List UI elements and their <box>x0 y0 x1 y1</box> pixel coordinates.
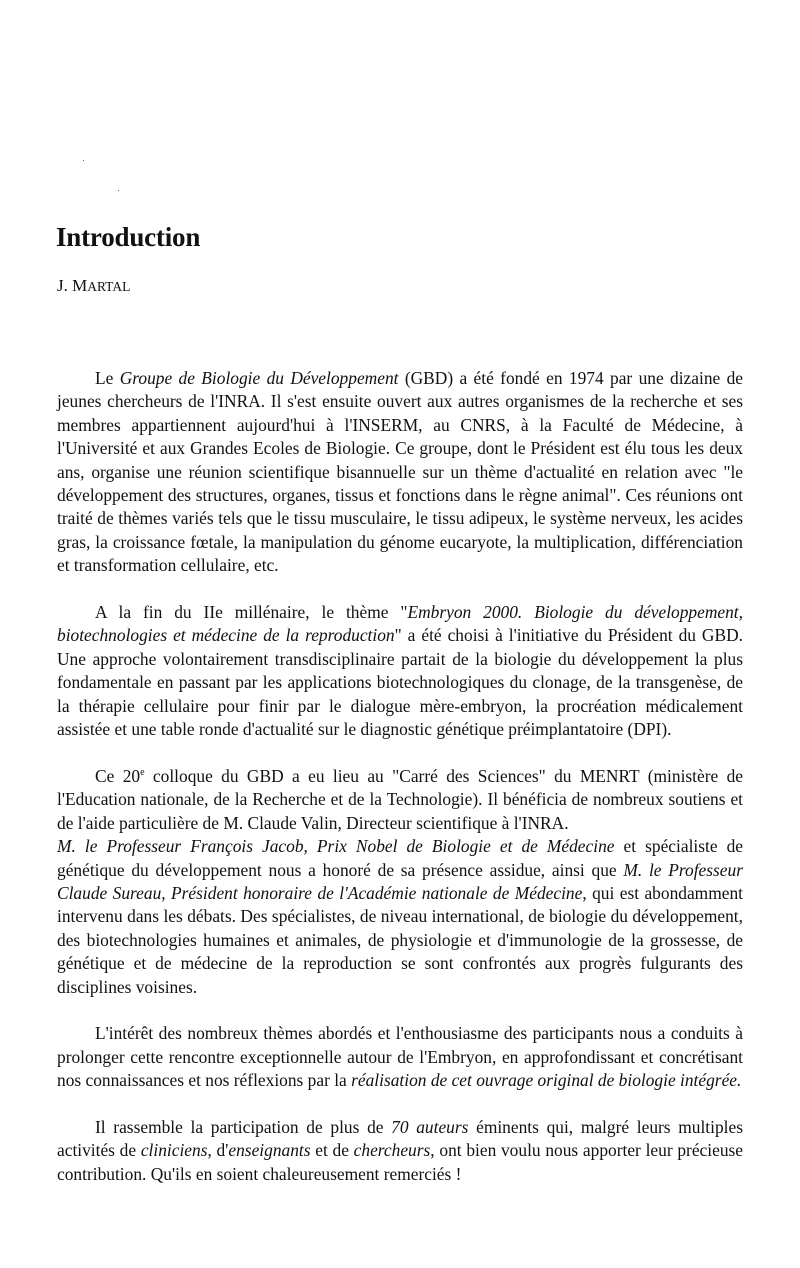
text-run: A la fin du IIe millénaire, le thème " <box>95 602 408 623</box>
text-run: Le <box>95 368 120 388</box>
italic-text: Embryon 2000. Biologie du développement, biotechnologies et médecine de la reproduction <box>57 602 743 646</box>
paragraph <box>57 367 743 578</box>
author-name <box>57 276 130 296</box>
paragraph <box>57 1022 743 1092</box>
italic-text: 70 auteurs <box>391 1116 469 1137</box>
italic-text: chercheurs <box>353 1140 431 1161</box>
italic-text: M. le Professeur Claude Sureau, Président honoraire de l'Académie nationale de Médecine <box>57 859 743 903</box>
text-run: éminents qui, malgré leurs multiples activités de <box>57 1116 743 1161</box>
text-run: , d' <box>207 1140 229 1161</box>
page-title: Introduction <box>56 222 201 252</box>
author-surname: ARTAL <box>87 279 131 294</box>
superscript: e <box>140 766 145 778</box>
italic-text: Groupe de Biologie du Développement <box>119 368 399 388</box>
text-run: " a été choisi à l'initiative du Président du GBD. Une approche volontairement transdisciplinaire partait de la biologie du développement la plus fondamentale en passant par les applications biotechnologiques du clonage, de la transgenèse, de la thérapie cellulaire pour finir par le dialogue mère-embryon, la procréation médicalement assistée et une table ronde d'actualité sur le diagnostic génétique préimplantatoire (DPI). <box>57 625 743 740</box>
paragraph <box>57 1116 743 1186</box>
paragraph <box>57 601 743 741</box>
text-run: L'intérêt des nombreux thèmes abordés et l'enthousiasme des participants nous a conduits à prolonger cette rencontre exceptionnelle autour de l'Embryon, en approfondissant et concrétisant nos connaissances et nos réflexions par la <box>57 1023 743 1091</box>
body-text <box>57 367 743 1186</box>
text-run: , qui est abondamment intervenu dans les débats. Des spécialistes, de niveau international, de biologie du développement, des biotechnologies humaines et animales, de physiologie et d'immunologie de la grossesse, de génétique et de médecine de la reproduction se sont confrontés aux progrès fulgurants des disciplines voisines. <box>57 882 743 997</box>
scan-speck <box>118 190 119 191</box>
italic-text: M. le Professeur François Jacob, Prix Nobel de Biologie et de Médecine <box>57 836 615 857</box>
italic-text: cliniciens <box>140 1140 208 1161</box>
italic-text: réalisation de cet ouvrage original de biologie intégrée. <box>351 1070 742 1091</box>
italic-text: enseignants <box>228 1140 311 1161</box>
scan-speck <box>83 160 84 161</box>
text-run: colloque du GBD a eu lieu au "Carré des Sciences" du MENRT (ministère de l'Education nationale, de la Recherche et de la Technologie). Il bénéficia de nombreux soutiens et de l'aide particulière de M. Claude Valin, Directeur scientifique à l'INRA. <box>57 765 744 833</box>
text-run: (GBD) a été fondé en 1974 par une dizaine de jeunes chercheurs de l'INRA. Il s'est ensuite ouvert aux autres organismes de la recherche et ses membres appartiennent aujourd'hui à l'INSERM, au CNRS, à la Faculté de Médecine, à l'Université et aux Grandes Ecoles de Biologie. Ce groupe, dont le Président est élu tous les deux ans, organise une réunion scientifique bisannuelle sur un thème d'actualité en relation avec "le développement des structures, organes, tissus et fonctions dans le règne animal". Ces réunions ont traité de thèmes variés tels que le tissu musculaire, le tissu adipeux, le système nerveux, les acides gras, la croissance fœtale, la manipulation du génome eucaryote, la multiplication, différenciation et transformation cellulaire, etc. <box>57 368 744 576</box>
paragraph <box>57 835 743 999</box>
author-initial: J. M <box>57 276 88 295</box>
text-run: Il rassemble la participation de plus de <box>95 1116 392 1137</box>
paragraph <box>57 765 743 835</box>
text-run: Ce 20 <box>95 765 141 786</box>
text-run: , ont bien voulu nous apporter leur précieuse contribution. Qu'ils en soient chaleureusement remerciés ! <box>57 1140 743 1184</box>
text-run: et de <box>310 1140 354 1161</box>
text-run: et spécialiste de génétique du développement nous a honoré de sa présence assidue, ainsi que <box>57 836 743 880</box>
